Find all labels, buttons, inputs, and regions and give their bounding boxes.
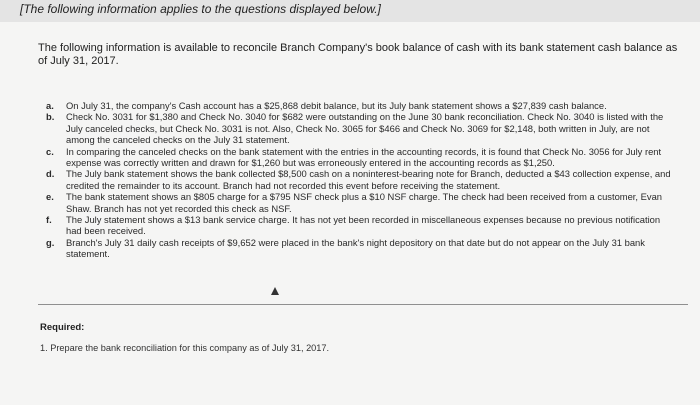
banner-text: [The following information applies to the questions displayed below.] [20, 2, 381, 16]
list-item: f. The July statement shows a $13 bank service charge. It has not yet been recorded in miscellaneous expenses because no previous notification had been received. [46, 214, 661, 237]
list-item: c. In comparing the canceled checks on the bank statement with the entries in the accounting records, it is found that Check No. 3056 for July rent expense was correctly written and drawn for $1,260 but was erroneously entered in the accounting records as $1,250. [46, 145, 662, 169]
list-item: g. Branch's July 31 daily cash receipts of $9,652 were placed in the bank's night depository on that date but do not appear on the July 31 bank statement. [46, 236, 645, 260]
section-divider [38, 304, 688, 305]
info-banner [0, 0, 700, 22]
list-item: b. Check No. 3031 for $1,380 and Check No. 3040 for $682 were outstanding on the June 30 bank reconciliation. Check No. 3040 is listed with the July canceled checks, but Check No. 3031 is not. Also, Check No. 3065 for $466 and Check No. 3069 for $2,148, both written in July, are not among the canceled checks on the July 31 statement. [46, 111, 664, 146]
list-item: e. The bank statement shows an $805 charge for a $795 NSF check plus a $10 NSF charge. The check had been received from a customer, Evan Shaw. Branch has not yet recorded this check as NSF. [46, 191, 662, 214]
facts-list [46, 100, 676, 260]
list-item: a. On July 31, the company's Cash account has a $25,868 debit balance, but its July bank statement shows a $27,839 cash balance. [46, 100, 607, 111]
list-item: d. The July bank statement shows the bank collected $8,500 cash on a noninterest-bearing note for Branch, deducted a $43 collection expense, and credited the remainder to its account. Branch had not recorded this event before receiving the statement. [46, 168, 671, 191]
mouse-cursor-icon [271, 287, 279, 295]
required-item: 1. Prepare the bank reconciliation for this company as of July 31, 2017. [40, 343, 330, 353]
intro-text: The following information is available to reconcile Branch Company's book balance of cash with its bank statement cash balance as of July 31, 2017. [38, 42, 678, 67]
required-heading: Required: [40, 322, 85, 333]
